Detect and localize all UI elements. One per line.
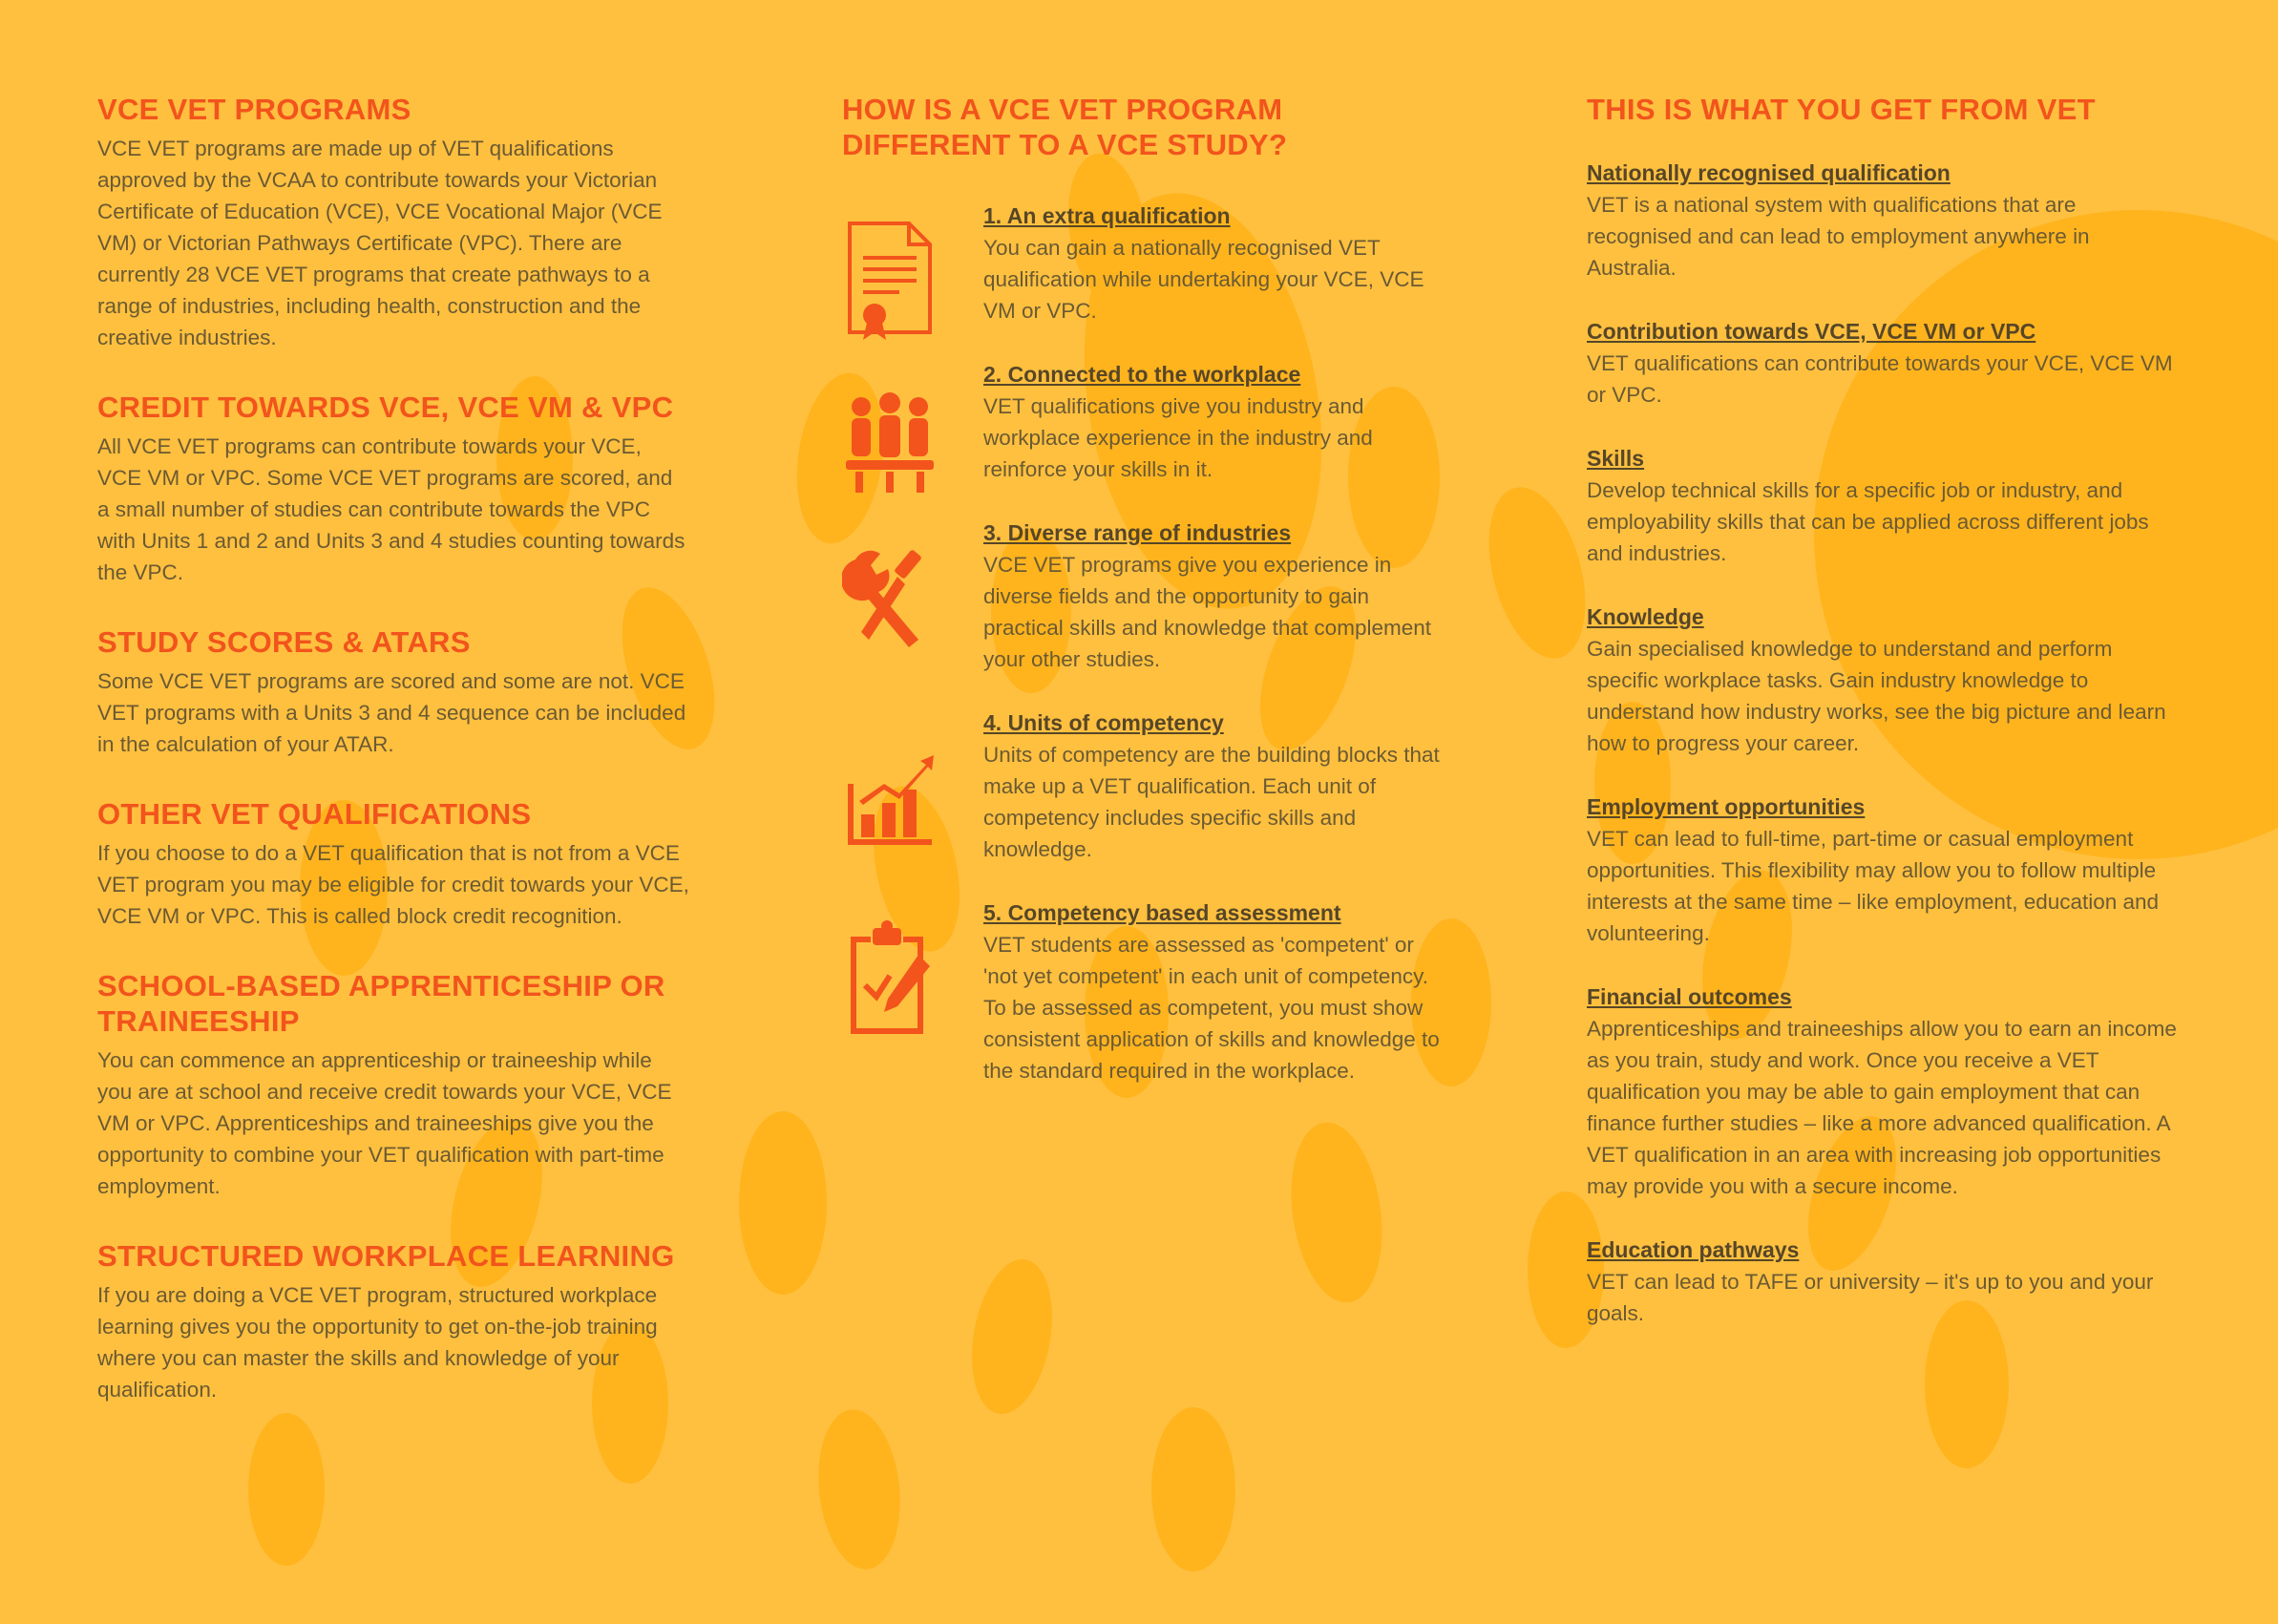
section-text: Some VCE VET programs are scored and some are not. VCE VET programs with a Units 3 and 4 sequence can be included in the calculation of your ATAR. xyxy=(97,669,686,756)
benefit-item xyxy=(1587,443,2179,569)
benefit-title: Contribution towards VCE, VCE VM or VPC xyxy=(1587,319,2036,344)
section-text: If you choose to do a VET qualification that is not from a VCE VET program you may be eligible for credit towards your VCE, VCE VM or VPC. This is called block credit recognition. xyxy=(97,841,689,928)
benefit-text: Gain specialised knowledge to understand and perform specific workplace tasks. Gain industry knowledge to understand how industry works, see the big picture and learn how to progress your career. xyxy=(1587,637,2166,755)
item-text: VET qualifications give you industry and workplace experience in the industry and reinforce your skills in it. xyxy=(983,394,1373,481)
benefit-title: Knowledge xyxy=(1587,604,1704,629)
section-heading: SCHOOL-BASED APPRENTICESHIP OR TRAINEESHIP xyxy=(97,969,665,1038)
list-item xyxy=(842,517,1453,675)
benefit-item xyxy=(1587,601,2179,759)
benefit-text: VET can lead to TAFE or university – it's up to you and your goals. xyxy=(1587,1270,2154,1325)
item-text: VET students are assessed as 'competent' or 'not yet competent' in each unit of competency. To be assessed as competent, you must show consistent application of skills and knowledge to the standard required in the workplace. xyxy=(983,933,1440,1083)
list-item xyxy=(842,897,1453,1086)
section-text: You can commence an apprenticeship or traineeship while you are at school and receive credit towards your VCE, VCE VM or VPC. Apprenticeships and traineeships give you the opportunity to combine your VET qualification with part-time employment. xyxy=(97,1048,672,1198)
section-workplace-learning xyxy=(97,1238,689,1405)
benefit-title: Nationally recognised qualification xyxy=(1587,160,1951,185)
item-text: Units of competency are the building blocks that make up a VET qualification. Each unit of competency includes specific skills and knowledge. xyxy=(983,743,1440,861)
benefit-item xyxy=(1587,791,2179,949)
list-item xyxy=(842,200,1453,327)
bar-chart-icon xyxy=(842,727,938,851)
section-apprenticeship xyxy=(97,968,689,1202)
item-title: 1. An extra qualification xyxy=(983,203,1231,228)
benefit-text: VET qualifications can contribute towards your VCE, VCE VM or VPC. xyxy=(1587,351,2173,407)
middle-heading: HOW IS A VCE VET PROGRAM DIFFERENT TO A VCE STUDY? xyxy=(842,93,1288,161)
item-text: VCE VET programs give you experience in diverse fields and the opportunity to gain practical skills and knowledge that complement your other studies. xyxy=(983,553,1431,671)
benefit-item xyxy=(1587,158,2179,284)
section-text: All VCE VET programs can contribute towards your VCE, VCE VM or VPC. Some VCE VET programs are scored, and a small number of studies can contribute towards the VPC with Units 1 and 2 and Units 3 and 4 studies counting towards the VPC. xyxy=(97,434,686,584)
benefit-title: Education pathways xyxy=(1587,1237,1800,1262)
section-heading: VCE VET PROGRAMS xyxy=(97,93,411,126)
middle-column xyxy=(842,92,1453,1119)
section-heading: OTHER VET QUALIFICATIONS xyxy=(97,797,532,831)
benefit-title: Financial outcomes xyxy=(1587,984,1792,1009)
left-column xyxy=(97,92,689,1442)
section-study-scores xyxy=(97,624,689,760)
item-title: 5. Competency based assessment xyxy=(983,900,1341,925)
benefit-text: Develop technical skills for a specific job or industry, and employability skills that can be applied across different jobs and industries. xyxy=(1587,478,2149,565)
benefit-title: Employment opportunities xyxy=(1587,794,1866,819)
benefit-text: VET can lead to full-time, part-time or casual employment opportunities. This flexibility may allow you to follow multiple interests at the same time – like employment, education and volunteering. xyxy=(1587,827,2160,945)
benefit-item xyxy=(1587,316,2179,411)
section-heading: CREDIT TOWARDS VCE, VCE VM & VPC xyxy=(97,390,674,424)
benefit-title: Skills xyxy=(1587,446,1645,471)
benefit-item xyxy=(1587,981,2179,1202)
section-credit-towards xyxy=(97,390,689,588)
benefit-text: Apprenticeships and traineeships allow you to earn an income as you train, study and work. Once you receive a VET qualification you may be able to gain employment that can finance further studies – like a more advanced qualification. A VET qualification in an area with increasing job opportunities may provide you with a secure income. xyxy=(1587,1017,2177,1198)
section-vce-vet-programs xyxy=(97,92,689,353)
tools-icon xyxy=(842,537,938,661)
clipboard-icon xyxy=(842,917,938,1041)
certificate-icon xyxy=(842,220,938,344)
section-text: If you are doing a VCE VET program, structured workplace learning gives you the opportunity to get on-the-job training where you can master the skills and knowledge of your qualification. xyxy=(97,1283,658,1402)
benefit-item xyxy=(1587,1234,2179,1329)
section-other-vet xyxy=(97,796,689,932)
list-item xyxy=(842,359,1453,485)
item-title: 2. Connected to the workplace xyxy=(983,362,1301,387)
benefit-text: VET is a national system with qualifications that are recognised and can lead to employment anywhere in Australia. xyxy=(1587,193,2090,280)
list-item xyxy=(842,707,1453,865)
section-heading: STUDY SCORES & ATARS xyxy=(97,625,471,659)
item-text: You can gain a nationally recognised VET qualification while undertaking your VCE, VCE VM or VPC. xyxy=(983,236,1424,323)
item-title: 3. Diverse range of industries xyxy=(983,520,1292,545)
section-text: VCE VET programs are made up of VET qualifications approved by the VCAA to contribute towards your Victorian Certificate of Education (VCE), VCE Vocational Major (VCE VM) or Victorian Pathways Certificate (VPC). There are currently 28 VCE VET programs that create pathways to a range of industries, including health, construction and the creative industries. xyxy=(97,137,663,349)
right-heading: THIS IS WHAT YOU GET FROM VET xyxy=(1587,93,2096,126)
team-icon xyxy=(842,378,938,502)
section-heading: STRUCTURED WORKPLACE LEARNING xyxy=(97,1239,675,1273)
right-column xyxy=(1587,92,2179,1361)
item-title: 4. Units of competency xyxy=(983,710,1224,735)
